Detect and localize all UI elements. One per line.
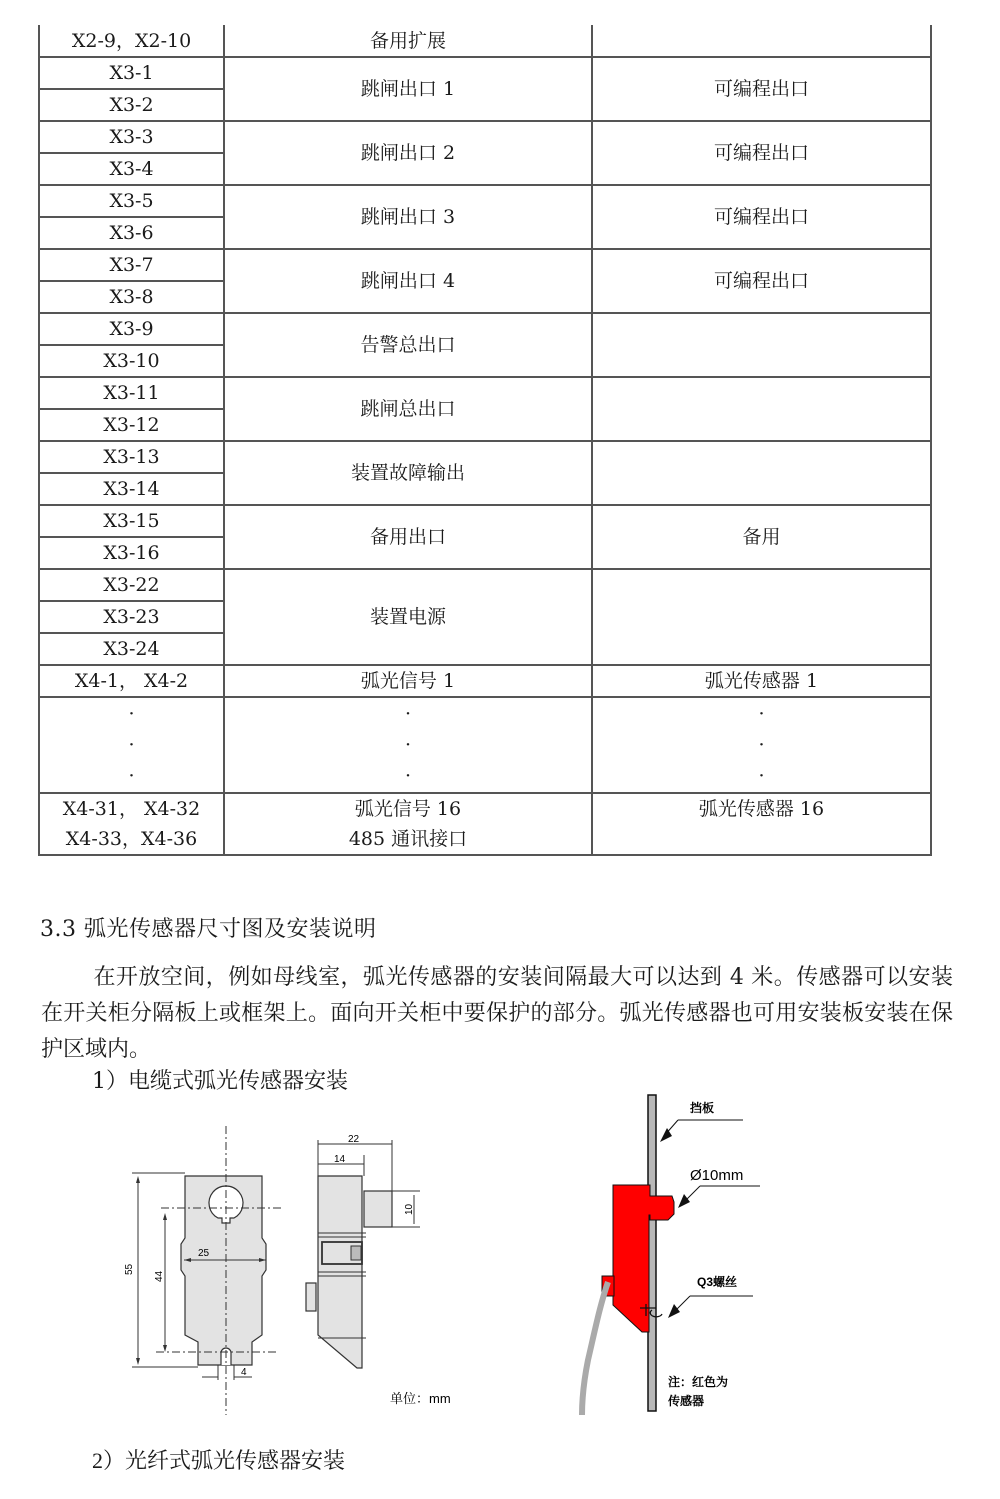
sensor-cable [582,1282,608,1415]
note-line-2: 传感器 [668,1394,705,1408]
sensor-dimension-drawing [120,1120,480,1420]
table-row-ellipsis [39,697,931,793]
note-line: 弧光传感器 16 [698,798,825,820]
terminal-table [38,25,932,856]
list-item-cable-sensor: 1）电缆式弧光传感器安装 [92,1069,348,1094]
note-cell: 可编程出口 [592,121,931,185]
note-line-1: 注：红色为 [668,1375,729,1389]
terminal-cell: X3-7 [39,249,224,281]
function-cell: 装置故障输出 [224,441,592,505]
terminal-cell: X3-9 [39,313,224,345]
ellipsis-dot: · [404,764,412,787]
note-cell: 可编程出口 [592,249,931,313]
dim-10-label: 10 [404,1203,415,1215]
ellipsis-dot: · [758,764,765,787]
sensor-install-drawing [560,1090,800,1420]
terminal-cell: X2-9，X2-10 [39,25,224,57]
terminal-cell [39,793,224,855]
table-row [39,441,931,473]
function-cell: 跳闸出口 2 [224,121,592,185]
table-row [39,313,931,345]
note-cell: 可编程出口 [592,57,931,121]
terminal-cell: X3-13 [39,441,224,473]
ellipsis-cell [224,697,592,793]
dim-44-label: 44 [154,1270,165,1282]
ellipsis-dot: · [758,702,765,725]
table-row [39,377,931,409]
terminal-cell: X3-10 [39,345,224,377]
terminal-cell: X3-5 [39,185,224,217]
terminal-cell: X3-11 [39,377,224,409]
note-cell [592,377,931,441]
table-row [39,249,931,281]
terminal-cell: X3-1 [39,57,224,89]
function-cell: 告警总出口 [224,313,592,377]
baffle-label: 挡板 [690,1101,715,1115]
function-line: 485 通讯接口 [348,828,468,850]
ellipsis-dot: · [128,733,135,756]
table-row [39,185,931,217]
table-row [39,121,931,153]
terminal-cell: X3-6 [39,217,224,249]
table-row [39,25,931,57]
note-cell [592,569,931,665]
note-cell: 弧光传感器 1 [592,665,931,697]
list-item-fiber-sensor: 2）光纤式弧光传感器安装 [92,1448,346,1473]
table-row [39,57,931,89]
ellipsis-dot: · [404,702,412,725]
function-cell: 跳闸出口 4 [224,249,592,313]
terminal-cell: X3-24 [39,633,224,665]
note-cell [592,313,931,377]
terminal-cell: X3-22 [39,569,224,601]
function-cell: 备用出口 [224,505,592,569]
note-cell [592,793,931,855]
note-cell [592,441,931,505]
note-cell: 备用 [592,505,931,569]
side-tab [306,1283,316,1311]
dim-22-label: 22 [348,1134,360,1145]
note-cell [592,25,931,57]
note-cell: 可编程出口 [592,185,931,249]
terminal-cell: X3-16 [39,537,224,569]
terminal-cell: X4-1， X4-2 [39,665,224,697]
section-paragraph [41,960,953,1068]
function-cell: 跳闸出口 1 [224,57,592,121]
hole-label: Ø10mm [690,1167,744,1184]
terminal-cell: X3-8 [39,281,224,313]
function-cell: 装置电源 [224,569,592,665]
table-row [39,505,931,537]
function-cell: 备用扩展 [224,25,592,57]
dim-55-label: 55 [124,1263,135,1275]
terminal-cell: X3-2 [39,89,224,121]
ellipsis-dot: · [404,733,412,756]
side-lens [364,1191,392,1227]
dim-25-label: 25 [198,1248,210,1259]
sensor-body [613,1185,674,1332]
terminal-cell: X3-4 [39,153,224,185]
screw-label: Q3螺丝 [697,1275,738,1289]
table-row [39,793,931,855]
function-cell [224,793,592,855]
function-cell: 跳闸总出口 [224,377,592,441]
terminal-line: X4-31， X4-32 [62,798,201,820]
function-line: 弧光信号 16 [354,798,462,820]
dim-4-label: 4 [241,1367,247,1378]
terminal-cell: X3-14 [39,473,224,505]
function-cell: 弧光信号 1 [224,665,592,697]
terminal-cell: X3-12 [39,409,224,441]
ellipsis-dot: · [758,733,765,756]
table-row [39,665,931,697]
ellipsis-cell [592,697,931,793]
section-heading: 3.3 弧光传感器尺寸图及安装说明 [40,917,377,942]
ellipsis-cell [39,697,224,793]
terminal-cell: X3-15 [39,505,224,537]
terminal-cell: X3-3 [39,121,224,153]
ellipsis-dot: · [128,764,135,787]
function-cell: 跳闸出口 3 [224,185,592,249]
terminal-cell: X3-23 [39,601,224,633]
terminal-line: X4-33，X4-36 [65,828,198,850]
ellipsis-dot: · [128,702,135,725]
dim-14-label: 14 [334,1154,346,1165]
unit-label: 单位：mm [390,1391,451,1406]
paragraph-text: 在开放空间，例如母线室，弧光传感器的安装间隔最大可以达到 4 米。传感器可以安装在开关柜分隔板上或框架上。面向开关柜中要保护的部分。弧光传感器也可用安装板安装在保护区域内。 [41,965,953,1062]
table-row [39,569,931,601]
